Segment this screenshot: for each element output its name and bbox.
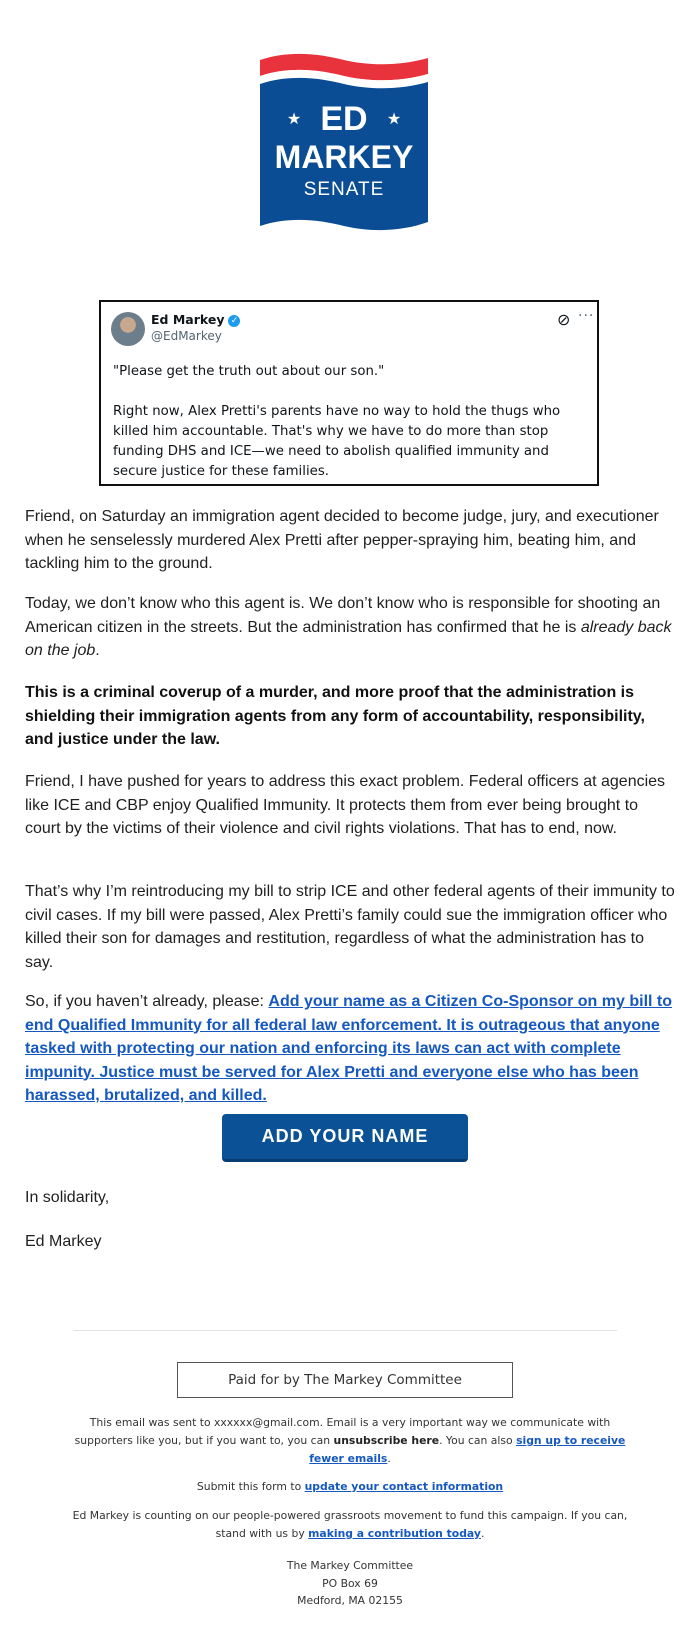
signoff: In solidarity,	[25, 1189, 110, 1206]
co-sponsor-link[interactable]: Add your name as a Citizen Co-Sponsor on my bill to end Qualified Immunity for all federal law enforcement. It is outrageous that anyone tasked with protecting our nation and enforcing its laws can act with complete impunity. Justice must be served for Alex Pretti and everyone else who has been harassed, brutalized, and killed.	[25, 993, 672, 1104]
tweet-embed[interactable]	[99, 300, 599, 486]
footer-notice-text: This email was sent to xxxxxx@gmail.com. Email is a very important way we communicate with supporters like you, but if you want to, you can	[74, 1416, 611, 1447]
paragraph-2	[25, 592, 675, 663]
logo-star-left: ★	[286, 109, 302, 128]
address-line-1: The Markey Committee	[286, 1559, 414, 1572]
tweet-handle: @EdMarkey	[151, 329, 222, 343]
logo-senate-text: SENATE	[303, 179, 385, 200]
paragraph-4: Friend, I have pushed for years to address this exact problem. Federal officers at agencies like ICE and CBP enjoy Qualified Immunity. It protects them from ever being brought to court by the victims of their violence and civil rights violations. That has to end, now.	[25, 773, 666, 837]
update-contact-link[interactable]: update your contact information	[304, 1480, 504, 1493]
paragraph-2-end: .	[95, 642, 100, 659]
mailing-address	[70, 1557, 630, 1610]
footer-email-notice	[70, 1414, 630, 1468]
paid-for-disclaimer: Paid for by The Markey Committee	[177, 1362, 513, 1398]
footer-notice-text-2: . You can also	[439, 1434, 517, 1447]
ed-markey-senate-logo	[260, 52, 428, 252]
logo-markey-text: MARKEY	[274, 139, 414, 175]
paragraph-5: That’s why I’m reintroducing my bill to strip ICE and other federal agents of their immunity to civil cases. If my bill were passed, Alex Pretti’s family could sue the immigration officer who killed their son for damages and restitution, regardless of what the administration has to say.	[25, 883, 675, 971]
address-line-2: PO Box 69	[322, 1576, 378, 1590]
tweet-author-name: Ed Markey	[151, 312, 225, 327]
paragraph-3-bold: This is a criminal coverup of a murder, and more proof that the administration is shielding their immigration agents from any form of accountability, responsibility, and justice under the law.	[25, 684, 645, 748]
tweet-body: Right now, Alex Pretti's parents have no way to hold the thugs who killed him accountable. That's why we have to do more than stop funding DHS and ICE—we need to abolish qualified immunity and secure justice for these families.	[113, 404, 561, 479]
tweet-quote: "Please get the truth out about our son."	[113, 364, 385, 379]
tweet-author	[151, 312, 240, 327]
logo-ed-text: ED	[320, 100, 368, 138]
footer-contribution	[70, 1507, 630, 1543]
contribution-link[interactable]: making a contribution today	[308, 1527, 481, 1540]
tweet-avatar	[111, 312, 145, 346]
footer-divider	[73, 1330, 617, 1331]
paragraph-2-text: Today, we don’t know who this agent is. We don’t know who is responsible for shooting an American citizen in the streets. But the administration has confirmed that he is	[25, 595, 661, 636]
footer-notice-text-3: .	[387, 1452, 391, 1465]
address-line-3: Medford, MA 02155	[297, 1594, 403, 1607]
fewer-emails-link[interactable]: sign up to receive fewer emails	[309, 1434, 626, 1465]
paragraph-6	[25, 990, 675, 1108]
add-your-name-button[interactable]: ADD YOUR NAME	[222, 1114, 468, 1162]
more-options-icon: ···	[578, 308, 595, 324]
grok-icon: ⊘	[557, 310, 571, 329]
paragraph-2-emphasis: already back on the job	[25, 618, 672, 659]
paragraph-1: Friend, on Saturday an immigration agent decided to become judge, jury, and executioner when he senselessly murdered Alex Pretti after pepper-spraying him, beating him, and tackling him to the ground.	[25, 508, 659, 572]
verified-badge-icon: ✓	[228, 315, 240, 327]
footer-update-text: Submit this form to	[196, 1480, 305, 1493]
logo-star-right: ★	[386, 109, 402, 128]
signature: Ed Markey	[25, 1233, 102, 1250]
footer-contribution-end: .	[480, 1527, 485, 1540]
footer-contribution-text: Ed Markey is counting on our people-powered grassroots movement to fund this campaign. If you can, stand with us by	[72, 1509, 628, 1540]
paragraph-6-text: So, if you haven’t already, please:	[25, 993, 269, 1010]
unsubscribe-link[interactable]: unsubscribe here	[333, 1434, 440, 1447]
footer-update-info	[70, 1478, 630, 1496]
